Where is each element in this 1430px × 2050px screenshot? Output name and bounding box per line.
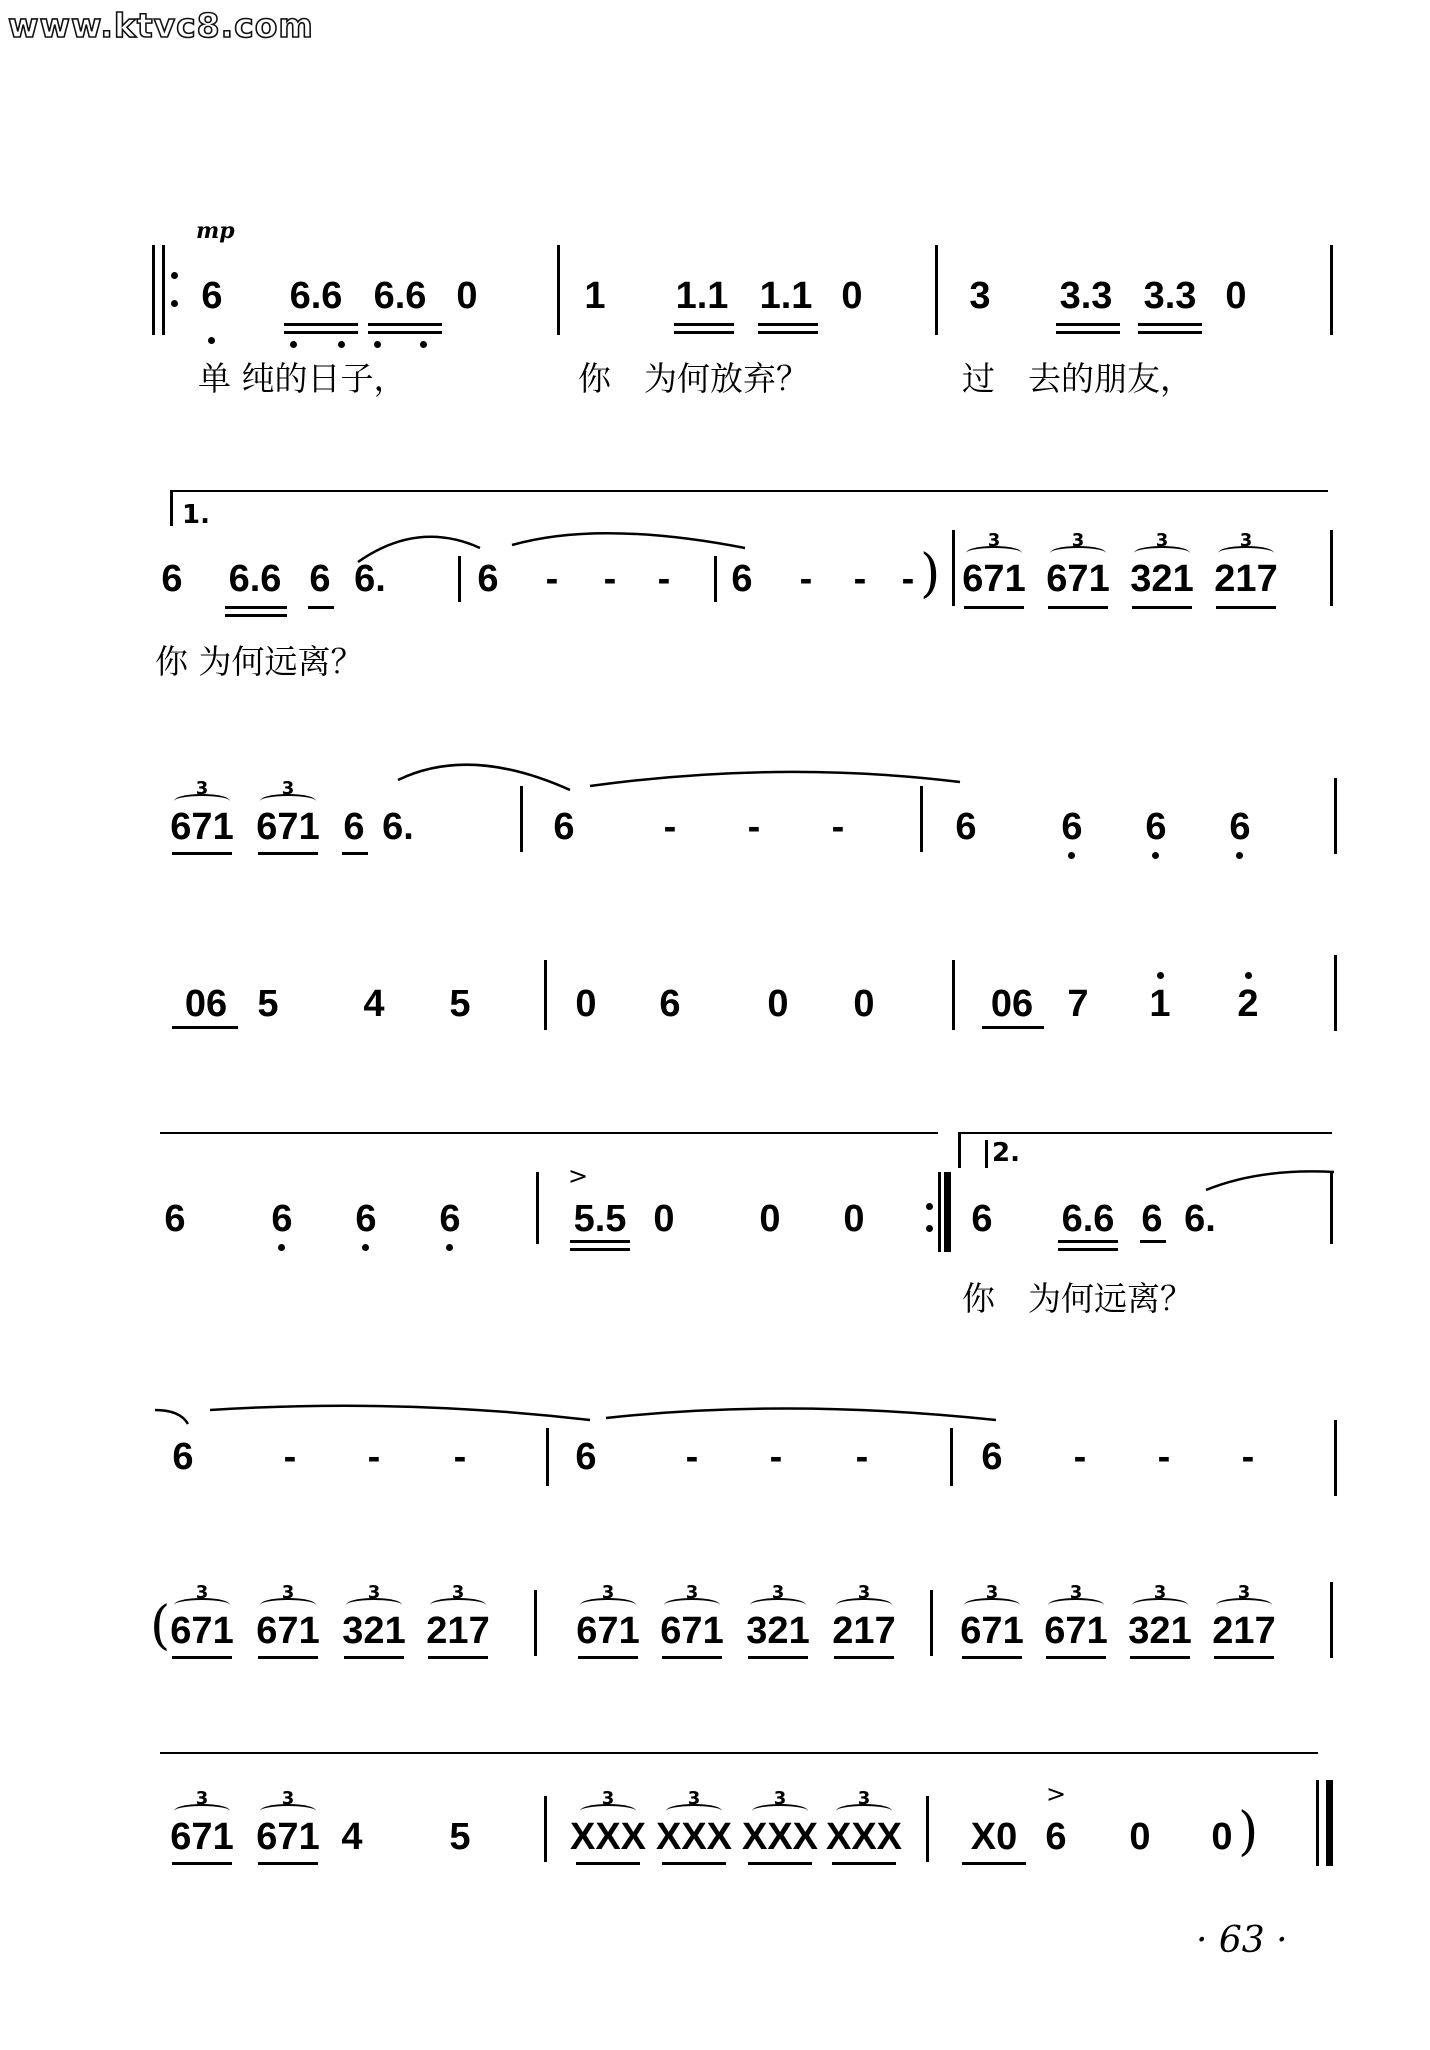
note: - — [1241, 1436, 1255, 1478]
note: 3.3 — [1143, 275, 1197, 317]
triplet-mark: 3 — [773, 1788, 787, 1809]
triplet-group: 671 — [170, 1610, 234, 1652]
triplet-mark: 3 — [687, 1788, 701, 1809]
note: 0 — [767, 983, 789, 1025]
triplet-mark: 3 — [281, 1788, 295, 1809]
note: 1.1 — [759, 275, 813, 317]
triplet-mark: 3 — [771, 1582, 785, 1603]
note: - — [1073, 1436, 1087, 1478]
triplet-arc — [580, 1598, 636, 1612]
note: - — [747, 806, 761, 848]
triplet-arc — [174, 794, 230, 808]
triplet-mark: 3 — [1069, 1582, 1083, 1603]
lyric: 你 为何远离？ — [962, 1279, 1193, 1318]
triplet-group: 321 — [1130, 558, 1194, 600]
note: 6 — [731, 558, 753, 600]
note: 6 — [971, 1198, 993, 1240]
triplet-arc — [260, 1598, 316, 1612]
triplet-mark: 3 — [985, 1582, 999, 1603]
note: - — [1157, 1436, 1171, 1478]
note: 06 — [184, 983, 228, 1025]
triplet-arc — [752, 1804, 808, 1818]
note: 1.1 — [675, 275, 729, 317]
note: 6. — [354, 558, 386, 600]
triplet-mark: 3 — [1071, 530, 1085, 551]
triplet-mark: 3 — [281, 1582, 295, 1603]
triplet-mark: 3 — [987, 530, 1001, 551]
note: 6 — [439, 1198, 461, 1240]
triplet-mark: 3 — [195, 1582, 209, 1603]
triplet-arc — [664, 1598, 720, 1612]
triplet-group: 671 — [1044, 1610, 1108, 1652]
note: - — [453, 1436, 467, 1478]
triplet-group: 217 — [426, 1610, 490, 1652]
triplet-mark: 3 — [1153, 1582, 1167, 1603]
note: 0 — [843, 1198, 865, 1240]
note: 6 — [309, 558, 331, 600]
accent-mark: > — [1045, 1780, 1067, 1808]
note: 6 — [477, 558, 499, 600]
triplet-group: 671 — [1046, 558, 1110, 600]
note: - — [799, 558, 813, 600]
triplet-group: 321 — [1128, 1610, 1192, 1652]
note: 6 — [659, 983, 681, 1025]
note: 6 — [955, 806, 977, 848]
note: 0 — [1129, 1816, 1151, 1858]
note: 6. — [1184, 1198, 1216, 1240]
triplet-group: 671 — [576, 1610, 640, 1652]
note: - — [769, 1436, 783, 1478]
triplet-arc — [1048, 1598, 1104, 1612]
triplet-group: 671 — [962, 558, 1026, 600]
lyric: 你 为何放弃？ — [578, 359, 809, 398]
note: 0 — [1211, 1816, 1233, 1858]
note: 6 — [355, 1198, 377, 1240]
triplet-group: 217 — [832, 1610, 896, 1652]
triplet-group: XXX — [741, 1816, 819, 1858]
triplet-arc — [580, 1804, 636, 1818]
note: 6 — [1061, 806, 1083, 848]
triplet-group: 671 — [660, 1610, 724, 1652]
triplet-arc — [174, 1598, 230, 1612]
triplet-arc — [1218, 546, 1274, 560]
triplet-mark: 3 — [857, 1582, 871, 1603]
note: 1 — [584, 275, 606, 317]
triplet-mark: 3 — [1155, 530, 1169, 551]
note: 6 — [161, 558, 183, 600]
note: 6.6 — [373, 275, 427, 317]
note: 6 — [1045, 1816, 1067, 1858]
note: 3.3 — [1059, 275, 1113, 317]
triplet-mark: 3 — [601, 1582, 615, 1603]
triplet-mark: 3 — [281, 778, 295, 799]
triplet-arc — [1050, 546, 1106, 560]
triplet-group: 671 — [256, 1816, 320, 1858]
note: 4 — [363, 983, 385, 1025]
note: 5 — [257, 983, 279, 1025]
lyric: 单 纯的日子， — [198, 359, 407, 398]
note: 0 — [759, 1198, 781, 1240]
note: 6 — [553, 806, 575, 848]
triplet-mark: 3 — [1237, 1582, 1251, 1603]
note: - — [545, 558, 559, 600]
triplet-mark: 3 — [195, 778, 209, 799]
parenthesis: ) — [920, 544, 941, 604]
volta-2-label: 2. — [992, 1138, 1020, 1168]
triplet-mark: 3 — [367, 1582, 381, 1603]
triplet-arc — [346, 1598, 402, 1612]
triplet-arc — [1132, 1598, 1188, 1612]
triplet-arc — [430, 1598, 486, 1612]
note: - — [283, 1436, 297, 1478]
triplet-group: 321 — [342, 1610, 406, 1652]
note: 6.6 — [289, 275, 343, 317]
triplet-mark: 3 — [601, 1788, 615, 1809]
triplet-arc — [174, 1804, 230, 1818]
note: 0 — [653, 1198, 675, 1240]
triplet-group: 671 — [170, 806, 234, 848]
note: 6 — [1229, 806, 1251, 848]
note: - — [367, 1436, 381, 1478]
note: 5.5 — [573, 1198, 627, 1240]
note: 6 — [172, 1436, 194, 1478]
note: 5 — [449, 983, 471, 1025]
note: 6 — [575, 1436, 597, 1478]
lyric: 你 为何远离？ — [155, 642, 364, 681]
triplet-group: 321 — [746, 1610, 810, 1652]
note: 6 — [343, 806, 365, 848]
note: 6 — [981, 1436, 1003, 1478]
note: 7 — [1067, 983, 1089, 1025]
triplet-mark: 3 — [685, 1582, 699, 1603]
note: 6 — [1141, 1198, 1163, 1240]
note: 6. — [382, 806, 414, 848]
note: - — [901, 558, 915, 600]
triplet-group: 217 — [1214, 558, 1278, 600]
triplet-group: XXX — [825, 1816, 903, 1858]
triplet-arc — [964, 1598, 1020, 1612]
parenthesis: ) — [1238, 1802, 1259, 1862]
note: 06 — [990, 983, 1034, 1025]
triplet-group: 671 — [256, 1610, 320, 1652]
watermark: www.ktvc8.com — [8, 6, 314, 45]
triplet-arc — [666, 1804, 722, 1818]
triplet-arc — [966, 546, 1022, 560]
page-number: · 63 · — [1196, 1920, 1288, 1961]
note: - — [853, 558, 867, 600]
triplet-mark: 3 — [857, 1788, 871, 1809]
note: 5 — [449, 1816, 471, 1858]
accent-mark: > — [567, 1162, 589, 1190]
triplet-group: 671 — [960, 1610, 1024, 1652]
triplet-mark: 3 — [1239, 530, 1253, 551]
note: - — [831, 806, 845, 848]
triplet-group: 217 — [1212, 1610, 1276, 1652]
note: 2 — [1237, 983, 1259, 1025]
note: - — [855, 1436, 869, 1478]
note: 6 — [164, 1198, 186, 1240]
triplet-mark: 3 — [451, 1582, 465, 1603]
note: - — [685, 1436, 699, 1478]
triplet-group: XXX — [569, 1816, 647, 1858]
triplet-arc — [836, 1804, 892, 1818]
note: 3 — [969, 275, 991, 317]
note: - — [603, 558, 617, 600]
note: - — [657, 558, 671, 600]
note: X0 — [970, 1816, 1018, 1858]
triplet-mark: 3 — [195, 1788, 209, 1809]
triplet-arc — [260, 1804, 316, 1818]
triplet-arc — [836, 1598, 892, 1612]
parenthesis: ( — [150, 1596, 171, 1656]
note: 0 — [456, 275, 478, 317]
lyric: 过 去的朋友， — [962, 359, 1193, 398]
note: 1 — [1149, 983, 1171, 1025]
triplet-arc — [1134, 546, 1190, 560]
note: 0 — [575, 983, 597, 1025]
note: 0 — [1225, 275, 1247, 317]
triplet-group: XXX — [655, 1816, 733, 1858]
note: 6 — [1145, 806, 1167, 848]
volta-1-label: 1. — [182, 500, 210, 530]
triplet-arc — [750, 1598, 806, 1612]
note: 0 — [853, 983, 875, 1025]
note: 6 — [201, 275, 223, 317]
triplet-arc — [1216, 1598, 1272, 1612]
note: 6.6 — [228, 558, 282, 600]
note: 6 — [271, 1198, 293, 1240]
triplet-group: 671 — [256, 806, 320, 848]
note: - — [663, 806, 677, 848]
note: 6.6 — [1061, 1198, 1115, 1240]
triplet-group: 671 — [170, 1816, 234, 1858]
dynamic-mark: mp — [196, 218, 235, 244]
note: 4 — [341, 1816, 363, 1858]
note: 0 — [841, 275, 863, 317]
triplet-arc — [260, 794, 316, 808]
